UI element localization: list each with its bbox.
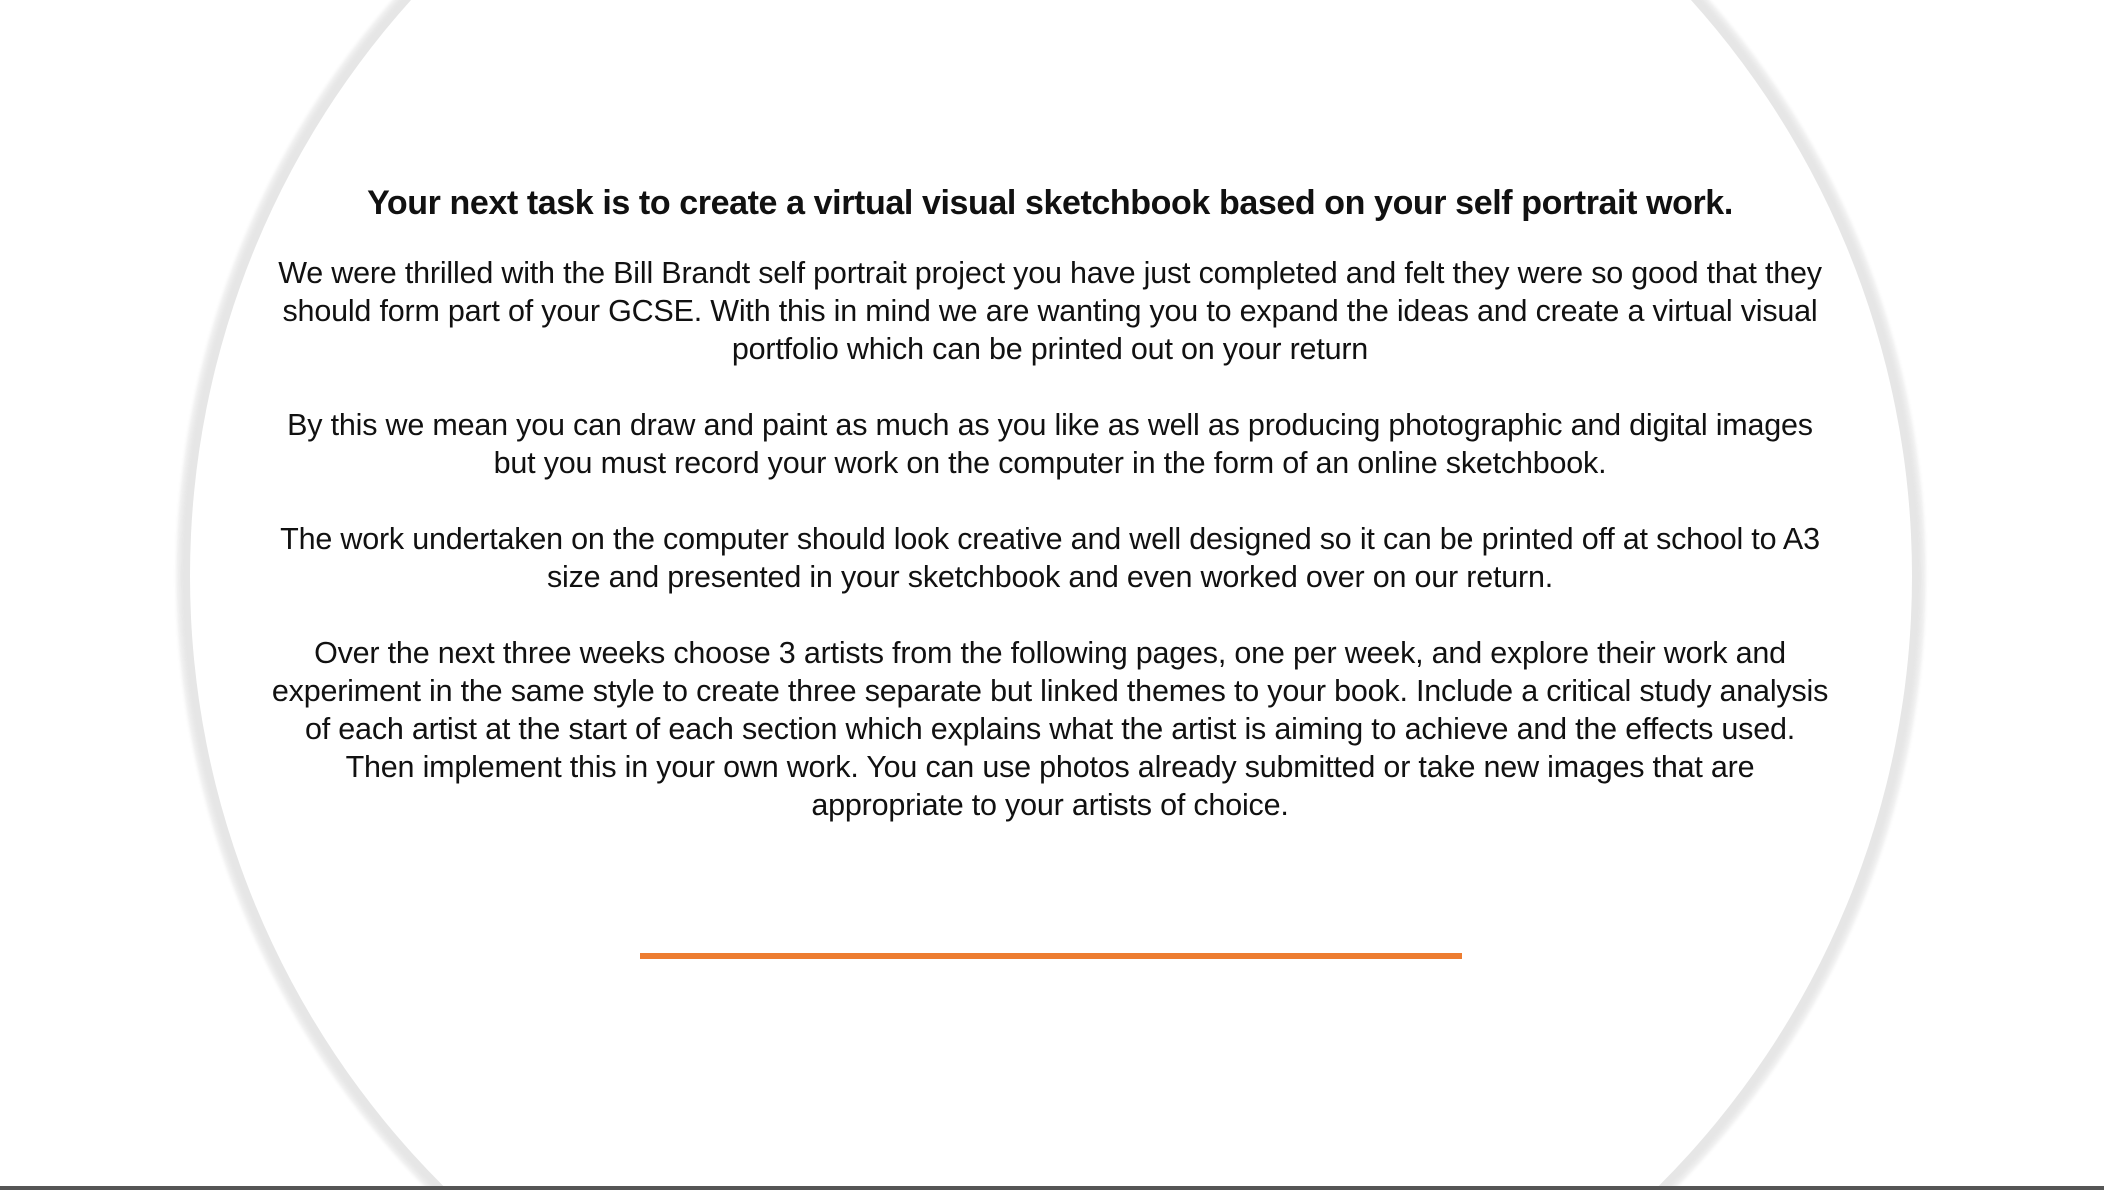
- paragraph-presentation: The work undertaken on the computer should look creative and well designed so it can be printed off at school to A3 size and presented in your sketchbook and even worked over on our return.: [280, 522, 1820, 594]
- paragraph-artists: Over the next three weeks choose 3 artists from the following pages, one per week, and explore their work and experiment in the same style to create three separate but linked themes to your book. Include a critical study analysis of each artist at the start of each section which explains what the artist is aiming to achieve and the effects used. Then implement this in your own work. You can use photos already submitted or take new images that are appropriate to your artists of choice.: [271, 636, 1829, 822]
- paragraph-method: By this we mean you can draw and paint as much as you like as well as producing photographic and digital images but you must record your work on the computer in the form of an online sketchbook.: [287, 408, 1813, 480]
- slide-content: [270, 178, 1830, 862]
- slide-title: Your next task is to create a virtual visual sketchbook based on your self portrait work.: [367, 184, 1733, 222]
- paragraph-intro: We were thrilled with the Bill Brandt self portrait project you have just completed and felt they were so good that they should form part of your GCSE. With this in mind we are wanting you to expand the ideas and create a virtual visual portfolio which can be printed out on your return: [278, 256, 1822, 366]
- accent-divider: [640, 953, 1462, 959]
- bottom-border: [0, 1186, 2104, 1190]
